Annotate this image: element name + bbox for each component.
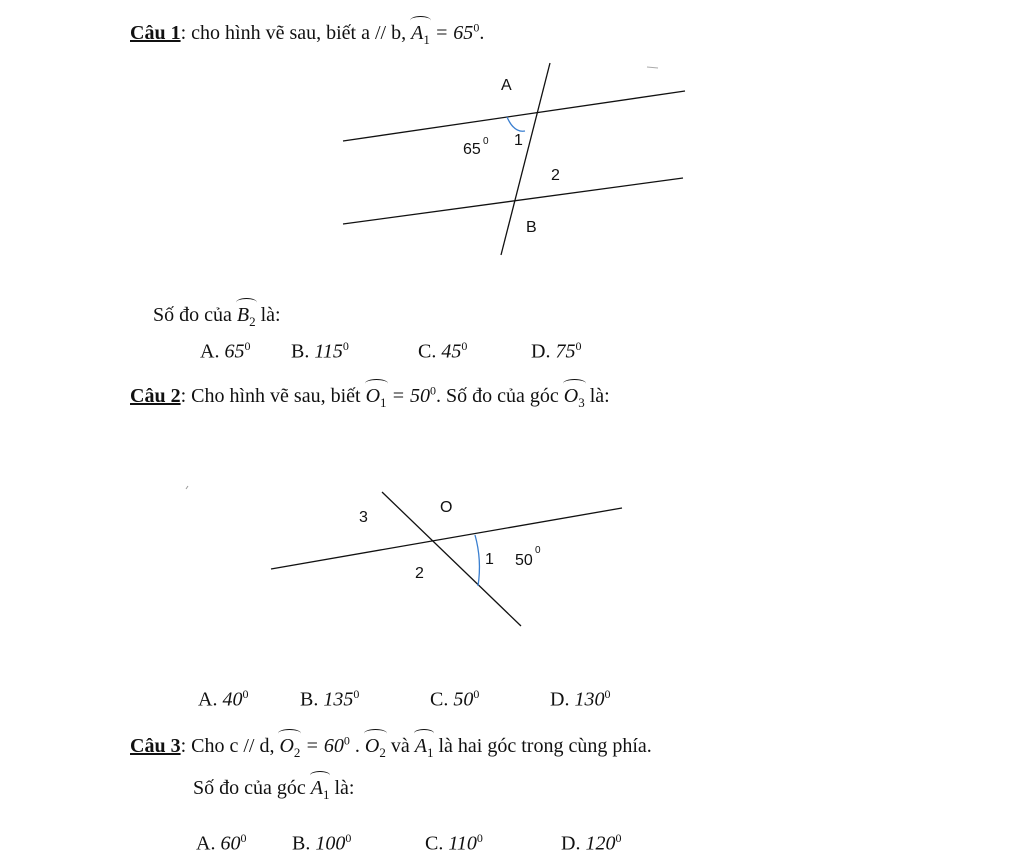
q1-text: : cho hình vẽ sau, biết a // b,: [180, 22, 412, 44]
stray-mark-2: [186, 486, 188, 489]
q2-statement: Câu 2: Cho hình vẽ sau, biết $O_1 = 50^0$. Số đo của góc $O_3$ là:: [130, 381, 610, 411]
q3-option-b[interactable]: B. $100^0$: [292, 831, 352, 855]
q2-angle: $O_1$: [366, 381, 387, 411]
q3-option-a[interactable]: A. $60^0$: [196, 831, 247, 855]
q2-label-3: 3: [359, 509, 368, 526]
q3-option-c[interactable]: C. $110^0$: [425, 831, 483, 855]
q2-option-a[interactable]: A. $40^0$: [198, 687, 249, 711]
q2-figure: [186, 486, 622, 626]
q1-angle-arc: [507, 117, 525, 131]
q3-angle-a1: $A_1$: [415, 731, 434, 761]
q1-label-A: A: [501, 77, 512, 94]
q1-option-a[interactable]: A. $65^0$: [200, 339, 251, 363]
q2-option-b[interactable]: B. $135^0$: [300, 687, 360, 711]
q1-label: Câu 1: [130, 22, 181, 44]
q1-statement: Câu 1: cho hình vẽ sau, biết a // b, $A_1 = 65^0$.: [130, 18, 484, 48]
q1-question-angle: $B_2$: [237, 300, 256, 330]
q1-option-b[interactable]: B. $115^0$: [291, 339, 349, 363]
q1-option-d[interactable]: D. $75^0$: [531, 339, 582, 363]
q3-angle-o2-second: $O_2$: [365, 731, 386, 761]
q2-line-horizontal: [271, 508, 622, 569]
q3-question: Số đo của góc $A_1$ là:: [193, 773, 354, 803]
q2-angle-arc: [475, 535, 479, 586]
q1-angle-value: 65: [463, 141, 481, 158]
q1-option-c[interactable]: C. $45^0$: [418, 339, 468, 363]
stray-mark: [647, 67, 658, 68]
q1-label-B: B: [526, 219, 537, 236]
q2-option-d[interactable]: D. $130^0$: [550, 687, 611, 711]
q1-label-1: 1: [514, 132, 523, 149]
q2-angle-deg: 0: [535, 545, 541, 556]
q3-question-angle: $A_1$: [311, 773, 330, 803]
q2-label-1: 1: [485, 551, 494, 568]
q1-line-b: [343, 178, 683, 224]
q1-question: Số đo của $B_2$ là:: [153, 300, 281, 330]
q1-angle: $A_1$: [411, 18, 430, 48]
q2-label: Câu 2: [130, 385, 181, 407]
q1-label-2: 2: [551, 167, 560, 184]
q2-angle-value: 50: [515, 552, 533, 569]
q3-statement: Câu 3: Cho c // d, $O_2 = 60^0$ . $O_2$ và $A_1$ là hai góc trong cùng phía.: [130, 731, 652, 761]
q1-angle-deg: 0: [483, 136, 489, 147]
q3-option-d[interactable]: D. $120^0$: [561, 831, 622, 855]
q2-label-O: O: [440, 499, 453, 516]
q2-option-c[interactable]: C. $50^0$: [430, 687, 480, 711]
q2-label-2: 2: [415, 565, 424, 582]
q1-figure: [343, 63, 685, 255]
q2-question-angle: $O_3$: [564, 381, 585, 411]
q3-label: Câu 3: [130, 735, 181, 757]
q3-angle-o2: $O_2$: [279, 731, 300, 761]
